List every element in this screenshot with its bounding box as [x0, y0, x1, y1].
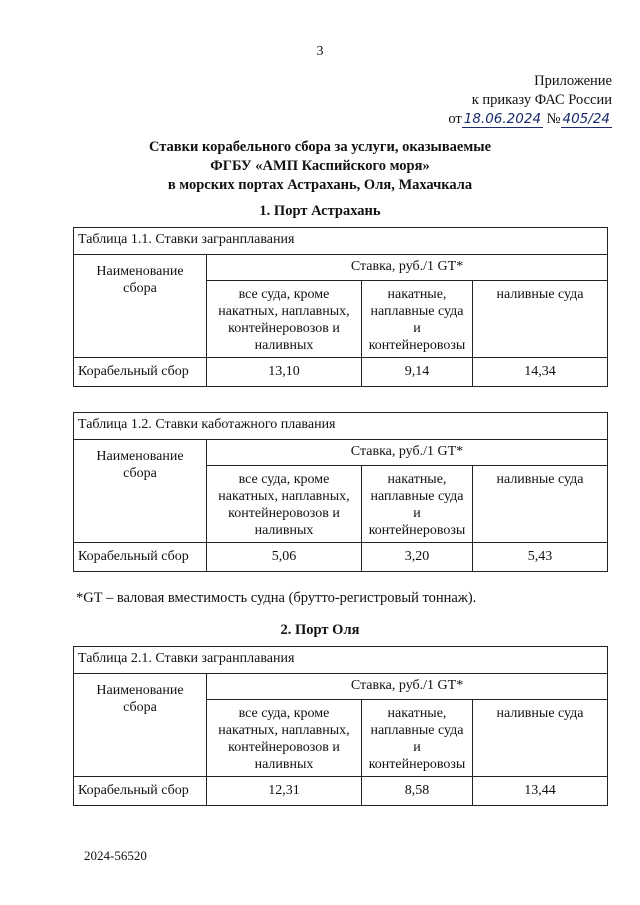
rates-table-1-2: [73, 412, 608, 572]
rates-table-1-1: [73, 227, 608, 387]
row-name: Корабельный сбор: [74, 543, 207, 572]
title-line-3: в морских портах Астрахань, Оля, Махачкала: [167, 177, 473, 193]
appendix-line-3: [448, 110, 612, 129]
appendix-line-2: к приказу ФАС России: [471, 92, 612, 108]
section-heading-1: 1. Порт Астрахань: [259, 203, 381, 219]
appendix-line-1: Приложение: [534, 73, 612, 89]
gt-footnote: *GT – валовая вместимость судна (брутто-регистровый тоннаж).: [76, 590, 477, 606]
value-cell: 5,43: [473, 543, 608, 572]
row-name: Корабельный сбор: [74, 358, 207, 387]
table-caption: Таблица 1.1. Ставки загранплавания: [74, 228, 608, 255]
subheader-tankers: наливные суда: [473, 466, 608, 543]
value-cell: 13,10: [207, 358, 362, 387]
section-heading-2: 2. Порт Оля: [280, 622, 360, 638]
value-cell: 14,34: [473, 358, 608, 387]
subheader-all-vessels: все суда, кроме накатных, наплавных, контейнеровозов и наливных: [207, 700, 362, 777]
rate-column-header: Ставка, руб./1 GT*: [207, 255, 608, 281]
title-line-1: Ставки корабельного сбора за услуги, оказываемые: [148, 139, 492, 155]
rate-column-header: Ставка, руб./1 GT*: [207, 440, 608, 466]
row-name: Корабельный сбор: [74, 777, 207, 806]
subheader-roro-containers: накатные, наплавные суда и контейнеровозы: [362, 281, 473, 358]
value-cell: 13,44: [473, 777, 608, 806]
subheader-all-vessels: все суда, кроме накатных, наплавных, контейнеровозов и наливных: [207, 281, 362, 358]
subheader-roro-containers: накатные, наплавные суда и контейнеровозы: [362, 700, 473, 777]
subheader-tankers: наливные суда: [473, 281, 608, 358]
title-line-2: ФГБУ «АМП Каспийского моря»: [210, 158, 430, 174]
value-cell: 9,14: [362, 358, 473, 387]
rate-column-header: Ставка, руб./1 GT*: [207, 674, 608, 700]
table-row: [74, 777, 608, 806]
name-column-header: Наименование сбора: [74, 255, 207, 358]
subheader-roro-containers: накатные, наплавные суда и контейнеровозы: [362, 466, 473, 543]
value-cell: 8,58: [362, 777, 473, 806]
subheader-tankers: наливные суда: [473, 700, 608, 777]
value-cell: 12,31: [207, 777, 362, 806]
table-row: [74, 543, 608, 572]
table-caption: Таблица 1.2. Ставки каботажного плавания: [74, 413, 608, 440]
number-prefix: №: [546, 111, 561, 127]
name-column-header: Наименование сбора: [74, 440, 207, 543]
document-code: 2024-56520: [84, 848, 147, 863]
handwritten-date: 18.06.2024: [463, 111, 542, 127]
handwritten-number: 405/24: [562, 111, 610, 127]
date-prefix: от: [448, 111, 462, 127]
appendix-block: [448, 72, 612, 129]
document-title: [0, 138, 640, 195]
value-cell: 3,20: [362, 543, 473, 572]
value-cell: 5,06: [207, 543, 362, 572]
table-caption: Таблица 2.1. Ставки загранплавания: [74, 647, 608, 674]
name-column-header: Наименование сбора: [74, 674, 207, 777]
subheader-all-vessels: все суда, кроме накатных, наплавных, контейнеровозов и наливных: [207, 466, 362, 543]
table-row: [74, 358, 608, 387]
rates-table-2-1: [73, 646, 608, 806]
page-number: 3: [316, 44, 324, 59]
